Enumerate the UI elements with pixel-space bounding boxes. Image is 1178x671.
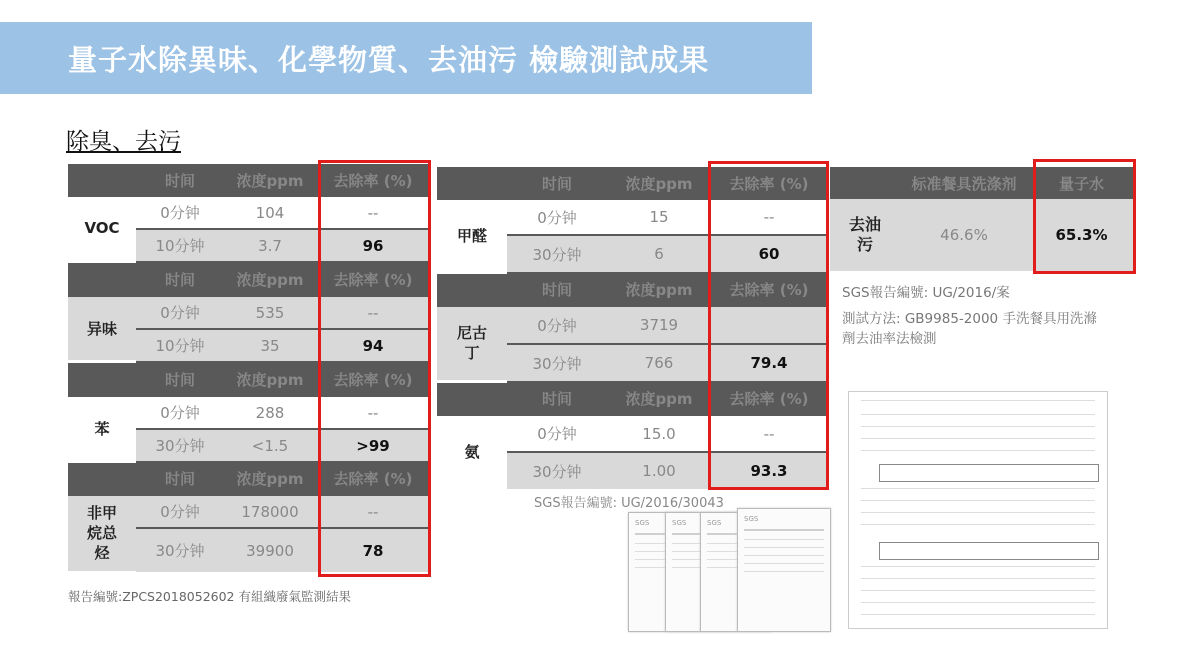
cell-concentration: 35 [224, 329, 316, 361]
col-removal-rate: 去除率 (%) [316, 361, 430, 397]
right-highlight-box [1033, 159, 1136, 274]
col-standard-detergent: 标准餐具洗涤剂 [900, 167, 1028, 199]
left-report-note: 報告編號:ZPCS2018052602 有組織廢氣監測結果 [68, 589, 351, 604]
cell-time: 0分钟 [136, 496, 224, 528]
col-time: 时间 [136, 261, 224, 297]
cell-quantum-value: 65.3% [1028, 199, 1135, 271]
cell-concentration: 1.00 [607, 452, 711, 489]
label-line: 去油 [848, 215, 881, 234]
row-label-ammonia: 氨 [437, 416, 507, 489]
row-label-benzene: 苯 [68, 397, 136, 461]
label-line: 尼古 [456, 324, 487, 343]
cell-time: 30分钟 [136, 429, 224, 461]
col-concentration: 浓度ppm [224, 261, 316, 297]
cell-rate: -- [316, 397, 430, 429]
cell-time: 0分钟 [136, 397, 224, 429]
cell-time: 10分钟 [136, 229, 224, 261]
cell-time: 30分钟 [507, 452, 607, 489]
thumb-header: SGS [744, 515, 759, 523]
col-removal-rate: 去除率 (%) [316, 261, 430, 297]
col-time: 时间 [507, 381, 607, 416]
cell-concentration: 3.7 [224, 229, 316, 261]
col-concentration: 浓度ppm [224, 361, 316, 397]
cell-concentration: 15.0 [607, 416, 711, 452]
cell-rate: 93.3 [711, 452, 827, 489]
cell-time: 0分钟 [136, 197, 224, 229]
col-removal-rate: 去除率 (%) [316, 164, 430, 197]
col-time: 时间 [136, 461, 224, 496]
cell-time: 0分钟 [136, 297, 224, 329]
row-label-nmhc [68, 496, 136, 572]
row-label-voc: VOC [68, 197, 136, 261]
cell-rate: 94 [316, 329, 430, 361]
label-line: 非甲 [86, 504, 117, 523]
row-label-odor: 异味 [68, 297, 136, 361]
section-title: 除臭、去污 [66, 129, 181, 155]
col-removal-rate: 去除率 (%) [711, 272, 827, 307]
col-removal-rate: 去除率 (%) [316, 461, 430, 496]
col-time: 时间 [507, 272, 607, 307]
cell-rate: -- [316, 496, 430, 528]
label-line: 烃 [94, 544, 110, 563]
cell-time: 30分钟 [507, 235, 607, 272]
label-line: 污 [856, 235, 873, 254]
cell-rate: -- [711, 416, 827, 452]
cell-rate: 79.4 [711, 344, 827, 381]
cell-concentration: 288 [224, 397, 316, 429]
col-time: 时间 [507, 167, 607, 200]
cell-rate: 78 [316, 528, 430, 572]
cell-concentration: 535 [224, 297, 316, 329]
col-removal-rate: 去除率 (%) [711, 381, 827, 416]
thumb-header: SGS [672, 519, 687, 527]
test-method-note: 測試方法: GB9985-2000 手洗餐具用洗滌劑去油率法檢測 [842, 311, 1097, 347]
cell-time: 0分钟 [507, 200, 607, 235]
col-quantum-water: 量子水 [1028, 167, 1135, 199]
left-highlight-box [318, 160, 431, 577]
cell-rate: -- [711, 200, 827, 235]
row-label-degrease [830, 199, 900, 271]
row-label-nicotine [437, 307, 507, 381]
cell-time: 0分钟 [507, 416, 607, 452]
col-time: 时间 [136, 361, 224, 397]
cell-concentration: 766 [607, 344, 711, 381]
label-line: 烷总 [86, 524, 117, 543]
cell-time: 30分钟 [136, 528, 224, 572]
cell-rate: -- [316, 297, 430, 329]
cell-rate: 60 [711, 235, 827, 272]
col-concentration: 浓度ppm [224, 461, 316, 496]
col-time: 时间 [136, 164, 224, 197]
right-report-note: SGS報告編號: UG/2016/案 [842, 285, 1010, 301]
cell-time: 30分钟 [507, 344, 607, 381]
col-concentration: 浓度ppm [607, 272, 711, 307]
cell-rate: >99 [316, 429, 430, 461]
thumb-header: SGS [635, 519, 650, 527]
cell-concentration: 39900 [224, 528, 316, 572]
cell-rate: -- [316, 197, 430, 229]
cell-time: 10分钟 [136, 329, 224, 361]
cell-detergent-value: 46.6% [900, 199, 1028, 271]
cell-concentration: <1.5 [224, 429, 316, 461]
cell-concentration: 104 [224, 197, 316, 229]
report-thumbnail [737, 508, 831, 632]
label-line: 丁 [464, 344, 480, 363]
col-concentration: 浓度ppm [607, 167, 711, 200]
cell-concentration: 178000 [224, 496, 316, 528]
col-concentration: 浓度ppm [607, 381, 711, 416]
cell-concentration: 6 [607, 235, 711, 272]
cell-rate: 96 [316, 229, 430, 261]
col-removal-rate: 去除率 (%) [711, 167, 827, 200]
row-label-formaldehyde: 甲醛 [437, 200, 507, 272]
middle-report-note: SGS報告編號: UG/2016/30043 [534, 496, 724, 511]
page-title: 量子水除異味、化學物質、去油污 檢驗測試成果 [68, 43, 710, 77]
cell-concentration: 3719 [607, 307, 711, 344]
col-concentration: 浓度ppm [224, 164, 316, 197]
middle-highlight-box [708, 161, 829, 490]
cell-concentration: 15 [607, 200, 711, 235]
thumb-header: SGS [707, 519, 722, 527]
cell-time: 0分钟 [507, 307, 607, 344]
report-scan-image [848, 391, 1108, 629]
